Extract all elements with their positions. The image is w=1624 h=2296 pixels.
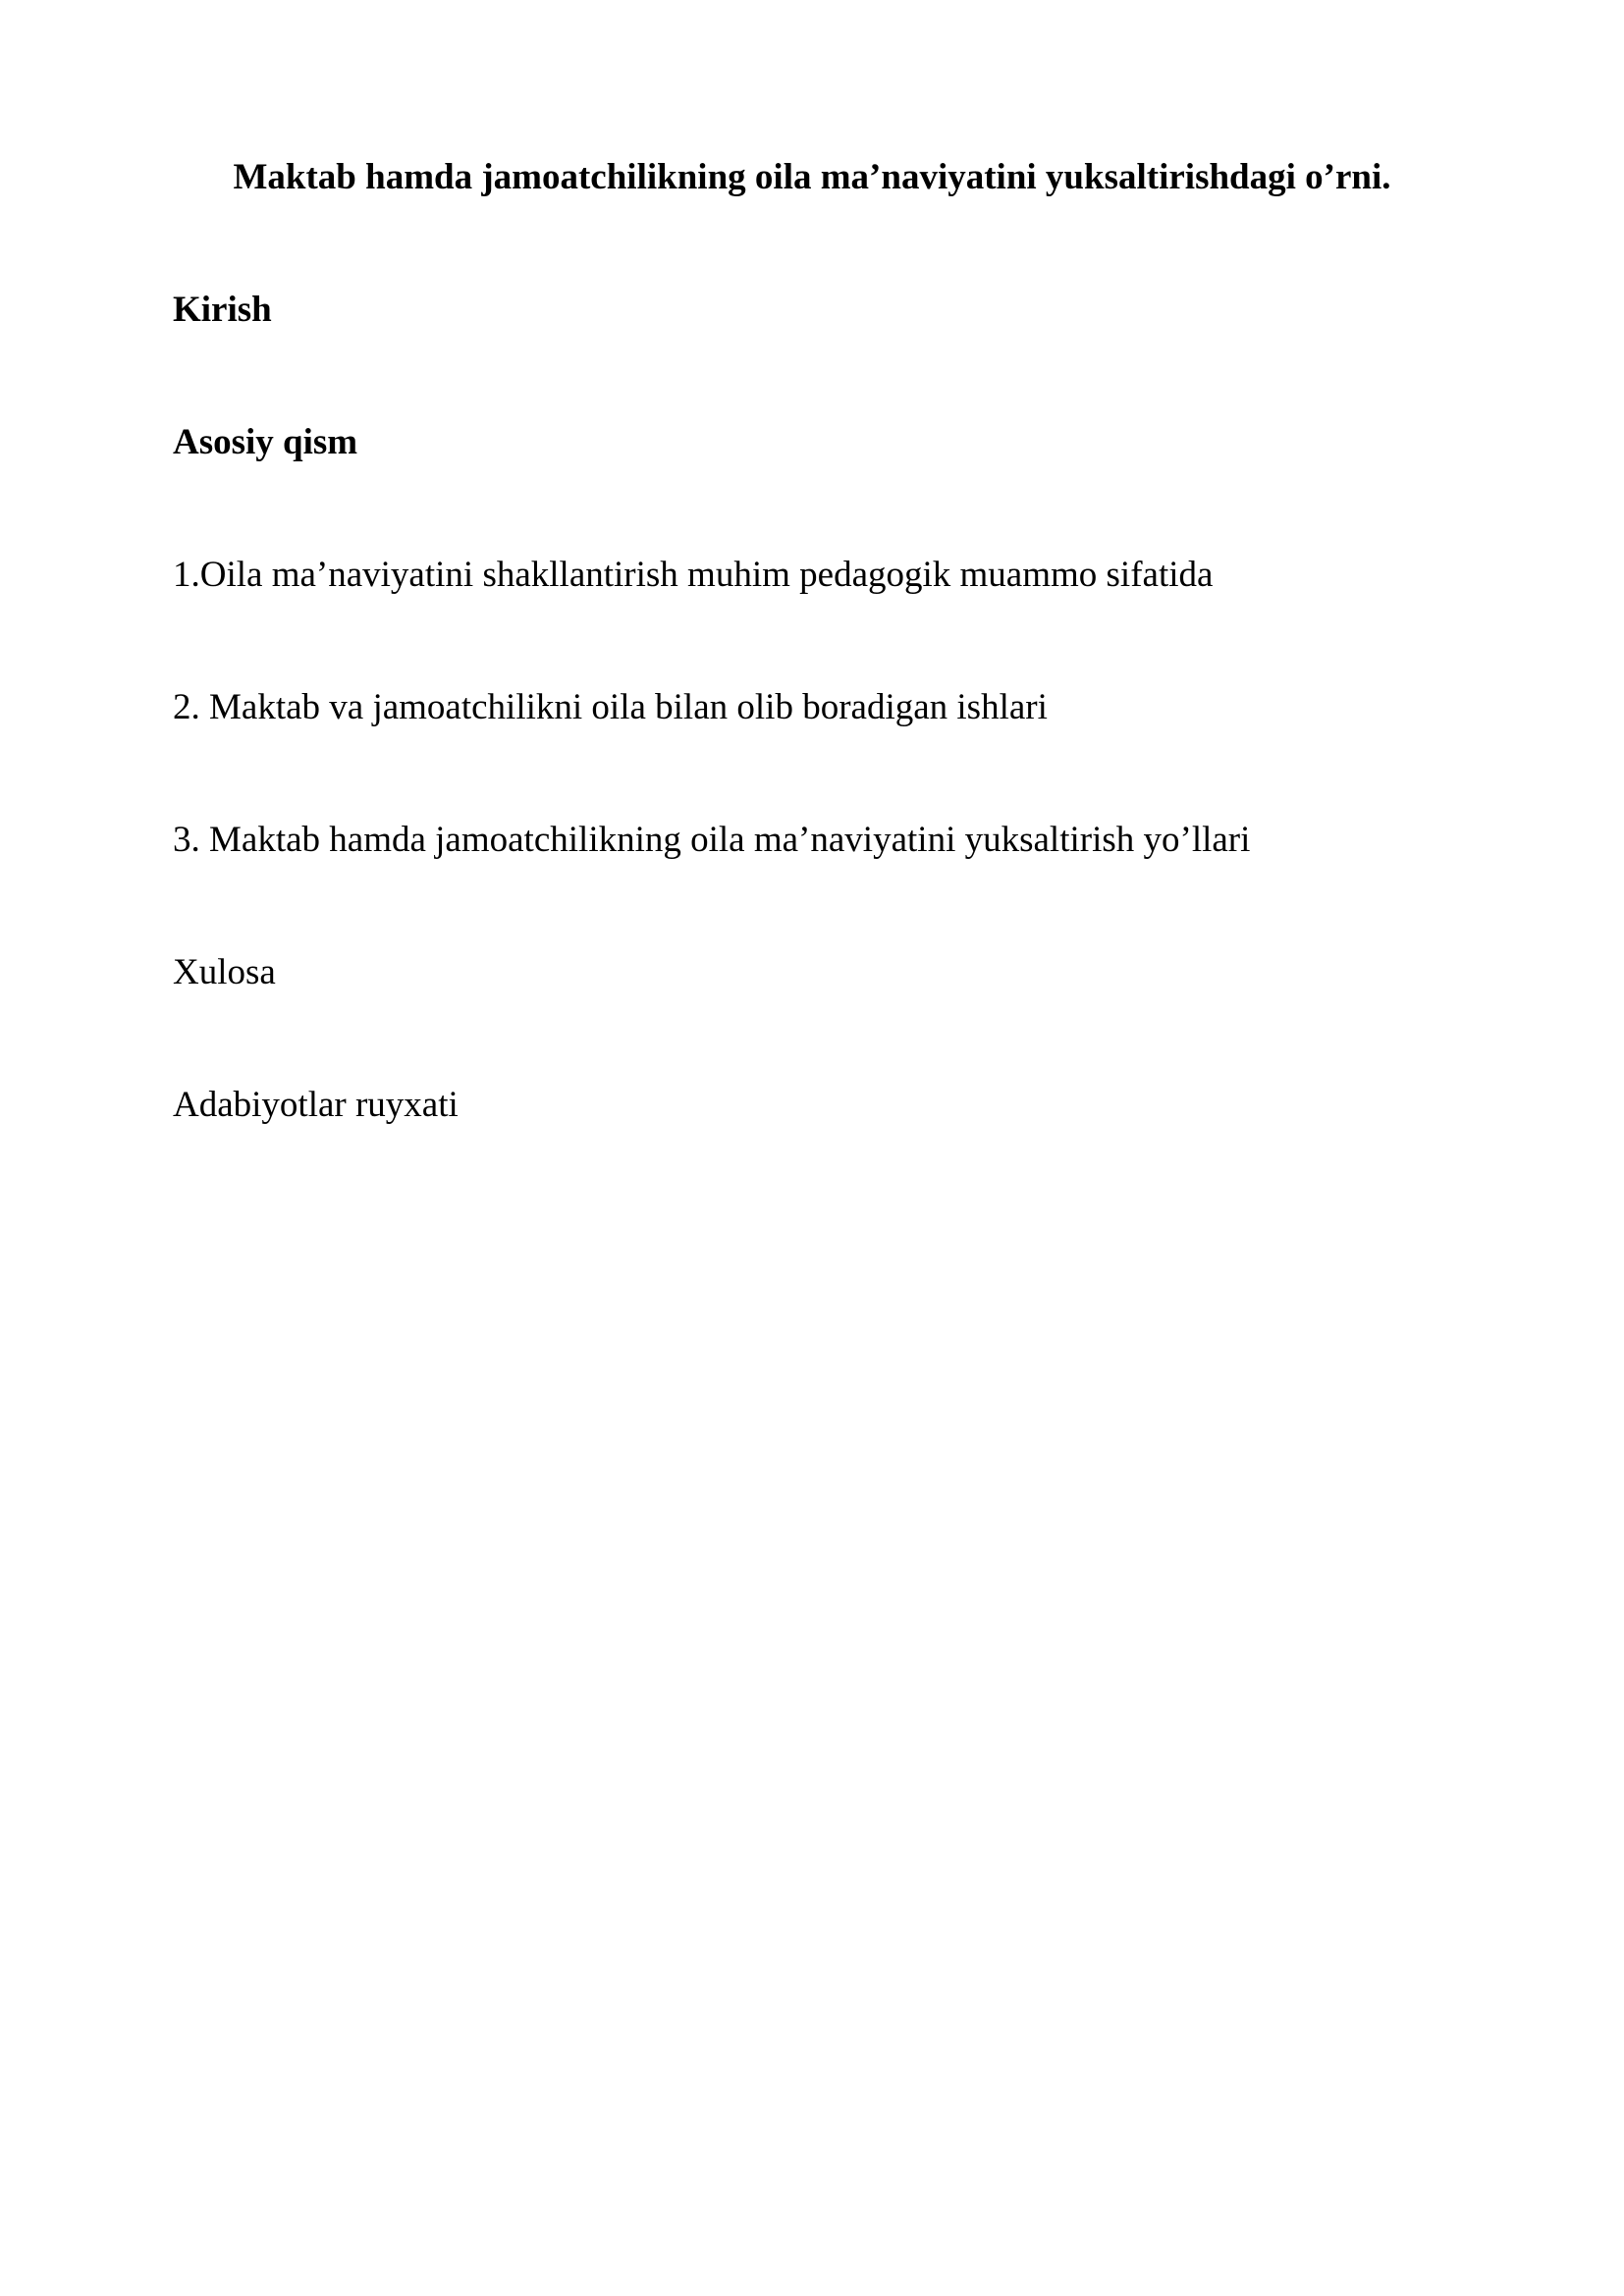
heading-main-part: Asosiy qism <box>173 422 358 462</box>
conclusion-label: Xulosa <box>173 952 276 992</box>
outline-item-2: 2. Maktab va jamoatchilikni oila bilan olib boradigan ishlari <box>173 687 1048 727</box>
outline-item-1: 1.Oila ma’naviyatini shakllantirish muhim pedagogik muammo sifatida <box>173 555 1214 595</box>
references-label: Adabiyotlar ruyxati <box>173 1085 459 1125</box>
heading-intro: Kirish <box>173 290 272 330</box>
outline-item-3: 3. Maktab hamda jamoatchilikning oila ma’naviyatini yuksaltirish yo’llari <box>173 820 1251 860</box>
document-title: Maktab hamda jamoatchilikning oila ma’naviyatini yuksaltirishdagi o’rni. <box>233 157 1391 197</box>
